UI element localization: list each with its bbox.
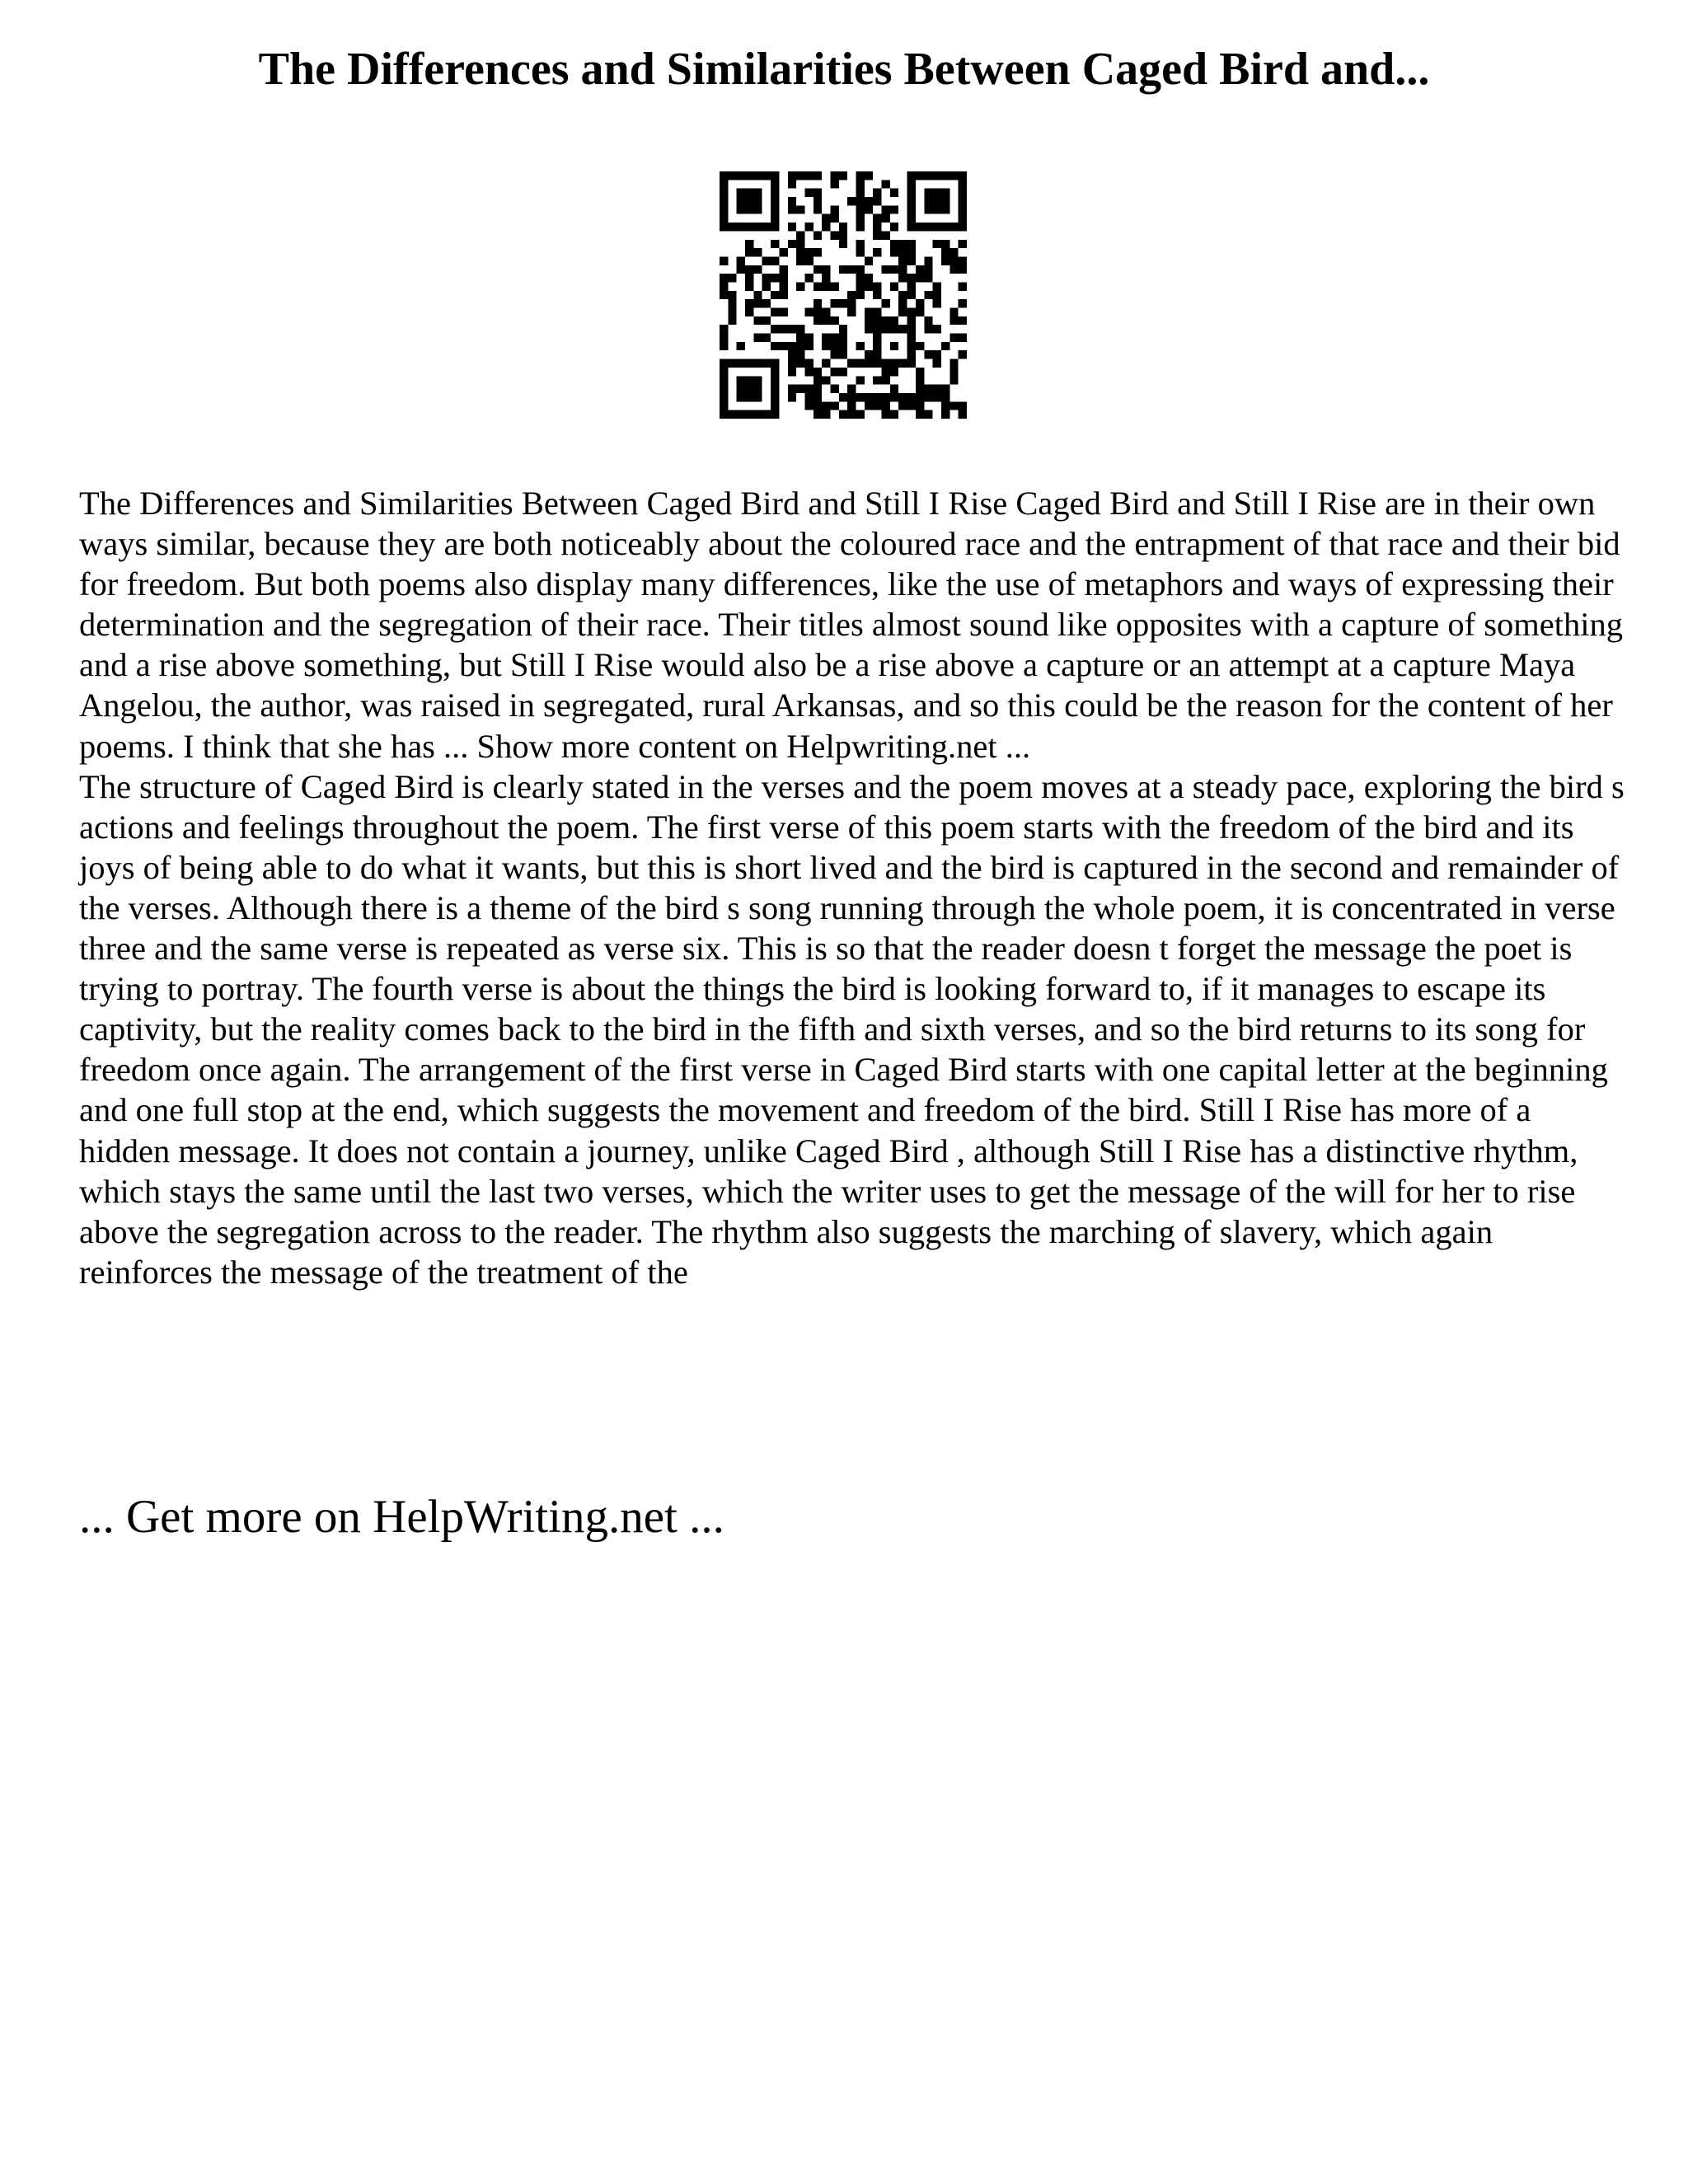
- get-more-link[interactable]: ... Get more on HelpWriting.net ...: [79, 1491, 724, 1543]
- qr-code-icon: [720, 171, 967, 419]
- article-body: [79, 483, 1629, 1292]
- page-title: The Differences and Similarities Between Caged Bird and...: [258, 44, 1430, 95]
- paragraph: The structure of Caged Bird is clearly stated in the verses and the poem moves at a steady pace, exploring the bird s actions and feelings throughout the poem. The first verse of this poem starts with the freedom of the bird and its joys of being able to do what it wants, but this is short lived and the bird is captured in the second and remainder of the verses. Although there is a theme of the bird s song running through the whole poem, it is concentrated in verse three and the same verse is repeated as verse six. This is so that the reader doesn t forget the message the poet is trying to portray. The fourth verse is about the things the bird is looking forward to, if it manages to escape its captivity, but the reality comes back to the bird in the fifth and sixth verses, and so the bird returns to its song for freedom once again. The arrangement of the first verse in Caged Bird starts with one capital letter at the beginning and one full stop at the end, which suggests the movement and freedom of the bird. Still I Rise has more of a hidden message. It does not contain a journey, unlike Caged Bird , although Still I Rise has a distinctive rhythm, which stays the same until the last two verses, which the writer uses to get the message of the will for her to rise above the segregation across to the reader. The rhythm also suggests the marching of slavery, which again reinforces the message of the treatment of the: [79, 767, 1625, 1291]
- paragraph: The Differences and Similarities Between Caged Bird and Still I Rise Caged Bird and Still I Rise are in their own ways similar, because they are both noticeably about the coloured race and the entrapment of that race and their bid for freedom. But both poems also display many differences, like the use of metaphors and ways of expressing their determination and the segregation of their race. Their titles almost sound like opposites with a capture of something and a rise above something, but Still I Rise would also be a rise above a capture or an attempt at a capture Maya Angelou, the author, was raised in segregated, rural Arkansas, and so this could be the reason for the content of her poems. I think that she has ... Show more content on Helpwriting.net ...: [79, 485, 1624, 765]
